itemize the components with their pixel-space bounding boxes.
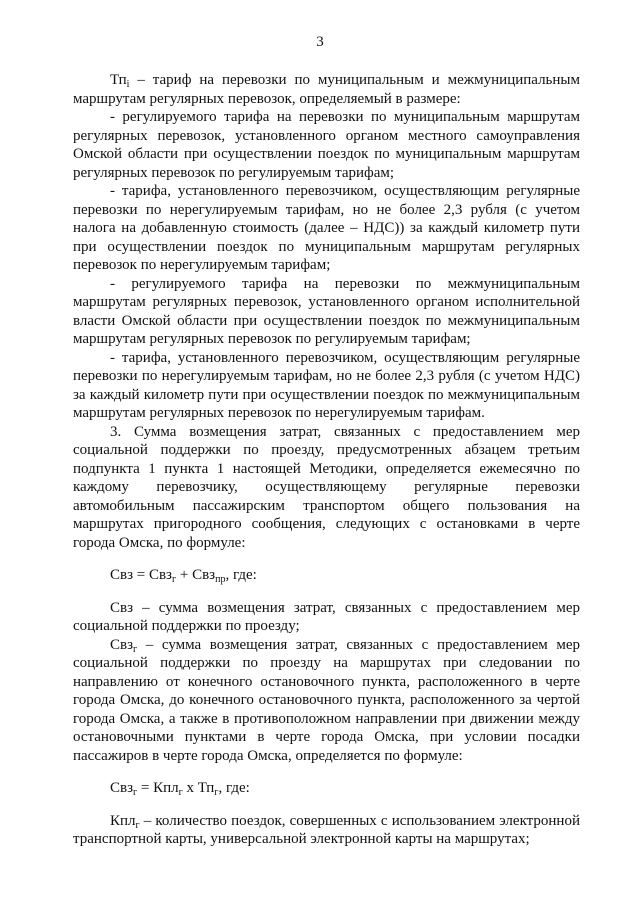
document-body [73, 71, 580, 849]
paragraph-item-3: 3. Сумма возмещения затрат, связанных с предоставлением мер социальной поддержки по проезду, предусмотренных абзацем третьим подпункта 1 пункта 1 настоящей Методики, определяется ежемесячно по каждому перевозчику, осуществляющему регулярные перевозки автомобильным пассажирским транспортом общего пользования на маршрутах пригородного сообщения, следующих с остановками в черте города Омска, по формуле: [73, 423, 580, 551]
paragraph-intermunicipal-unregulated: - тарифа, установленного перевозчиком, осуществляющим регулярные перевозки по нерегулируемым тарифам, но не более 2,3 рубля (с учетом НДС) за каждый километр пути при осуществлении поездок по межмуниципальным маршрутам регулярных перевозок по нерегулируемым тарифам. [73, 349, 580, 421]
formula2-part3: х Тп [182, 780, 215, 796]
formula1-part3: , где: [225, 567, 257, 583]
paragraph-intermunicipal-regulated: - регулируемого тарифа на перевозки по межмуниципальным маршрутам регулярных перевозок, установленного органом исполнительной власти Омской области при осуществлении поездок по межмуниципальным маршрутам регулярных перевозок по регулируемым тарифам; [73, 275, 580, 347]
svz-g-subscript: г [133, 643, 138, 655]
formula-total-compensation [73, 566, 580, 585]
page-number: 3 [316, 34, 324, 50]
tariff-definition-text: – тариф на перевозки по муниципальным и межмуниципальным маршрутам регулярных перевозок, определяемый в размере: [73, 72, 580, 107]
paragraph-svz-g-definition [73, 636, 580, 766]
paragraph-municipal-unregulated: - тарифа, установленного перевозчиком, осуществляющим регулярные перевозки по нерегулируемым тарифам, но не более 2,3 рубля (с учетом налога на добавленную стоимость (далее – НДС)) за каждый километр пути при осуществлении поездок по муниципальным маршрутам регулярных перевозок по нерегулируемым тарифам; [73, 183, 580, 273]
formula2-sub2: г [178, 787, 183, 798]
formula-city-compensation [73, 779, 580, 798]
paragraph-svz-definition: Свз – сумма возмещения затрат, связанных с предоставлением мер социальной поддержки по проезду; [73, 599, 580, 634]
svz-g-text: – сумма возмещения затрат, связанных с предоставлением мер социальной поддержки по проезду на маршрутах при следовании по направлению от конечного остановочного пункта, расположенного в черте города Омска, до конечного остановочного пункта, расположенного за чертой города Омска, а также в противоположном направлении при движении между остановочными пунктами в черте города Омска, при условии посадки пассажиров в черте города Омска, определяется по формуле: [73, 636, 580, 764]
paragraph-kpl-definition [73, 812, 580, 849]
tariff-subscript: i [126, 79, 130, 90]
formula1-sub1: г [172, 574, 177, 585]
formula2-sub3: г [214, 787, 219, 798]
formula1-sub2: пр [215, 574, 226, 585]
formula2-part2: = Кпл [137, 780, 179, 796]
paragraph-tariff-definition [73, 71, 580, 108]
formula2-sub1: г [133, 787, 138, 798]
formula2-part1: Свз [110, 780, 134, 796]
kpl-subscript: г [135, 819, 140, 831]
tariff-symbol: Тп [110, 72, 127, 88]
paragraph-municipal-regulated: - регулируемого тарифа на перевозки по муниципальным маршрутам регулярных перевозок, установленного органом местного самоуправления Омской области при осуществлении поездок по муниципальным маршрутам регулярных перевозок по регулируемым тарифам; [73, 109, 580, 181]
svz-g-symbol: Свз [110, 636, 134, 653]
formula1-part1: Свз = Свз [110, 567, 172, 583]
formula2-part4: , где: [218, 780, 250, 796]
kpl-text: – количество поездок, совершенных с использованием электронной транспортной карты, универсальной электронной карты на маршрутах; [73, 812, 580, 847]
kpl-symbol: Кпл [110, 812, 136, 829]
formula1-part2: + Свз [176, 567, 216, 583]
